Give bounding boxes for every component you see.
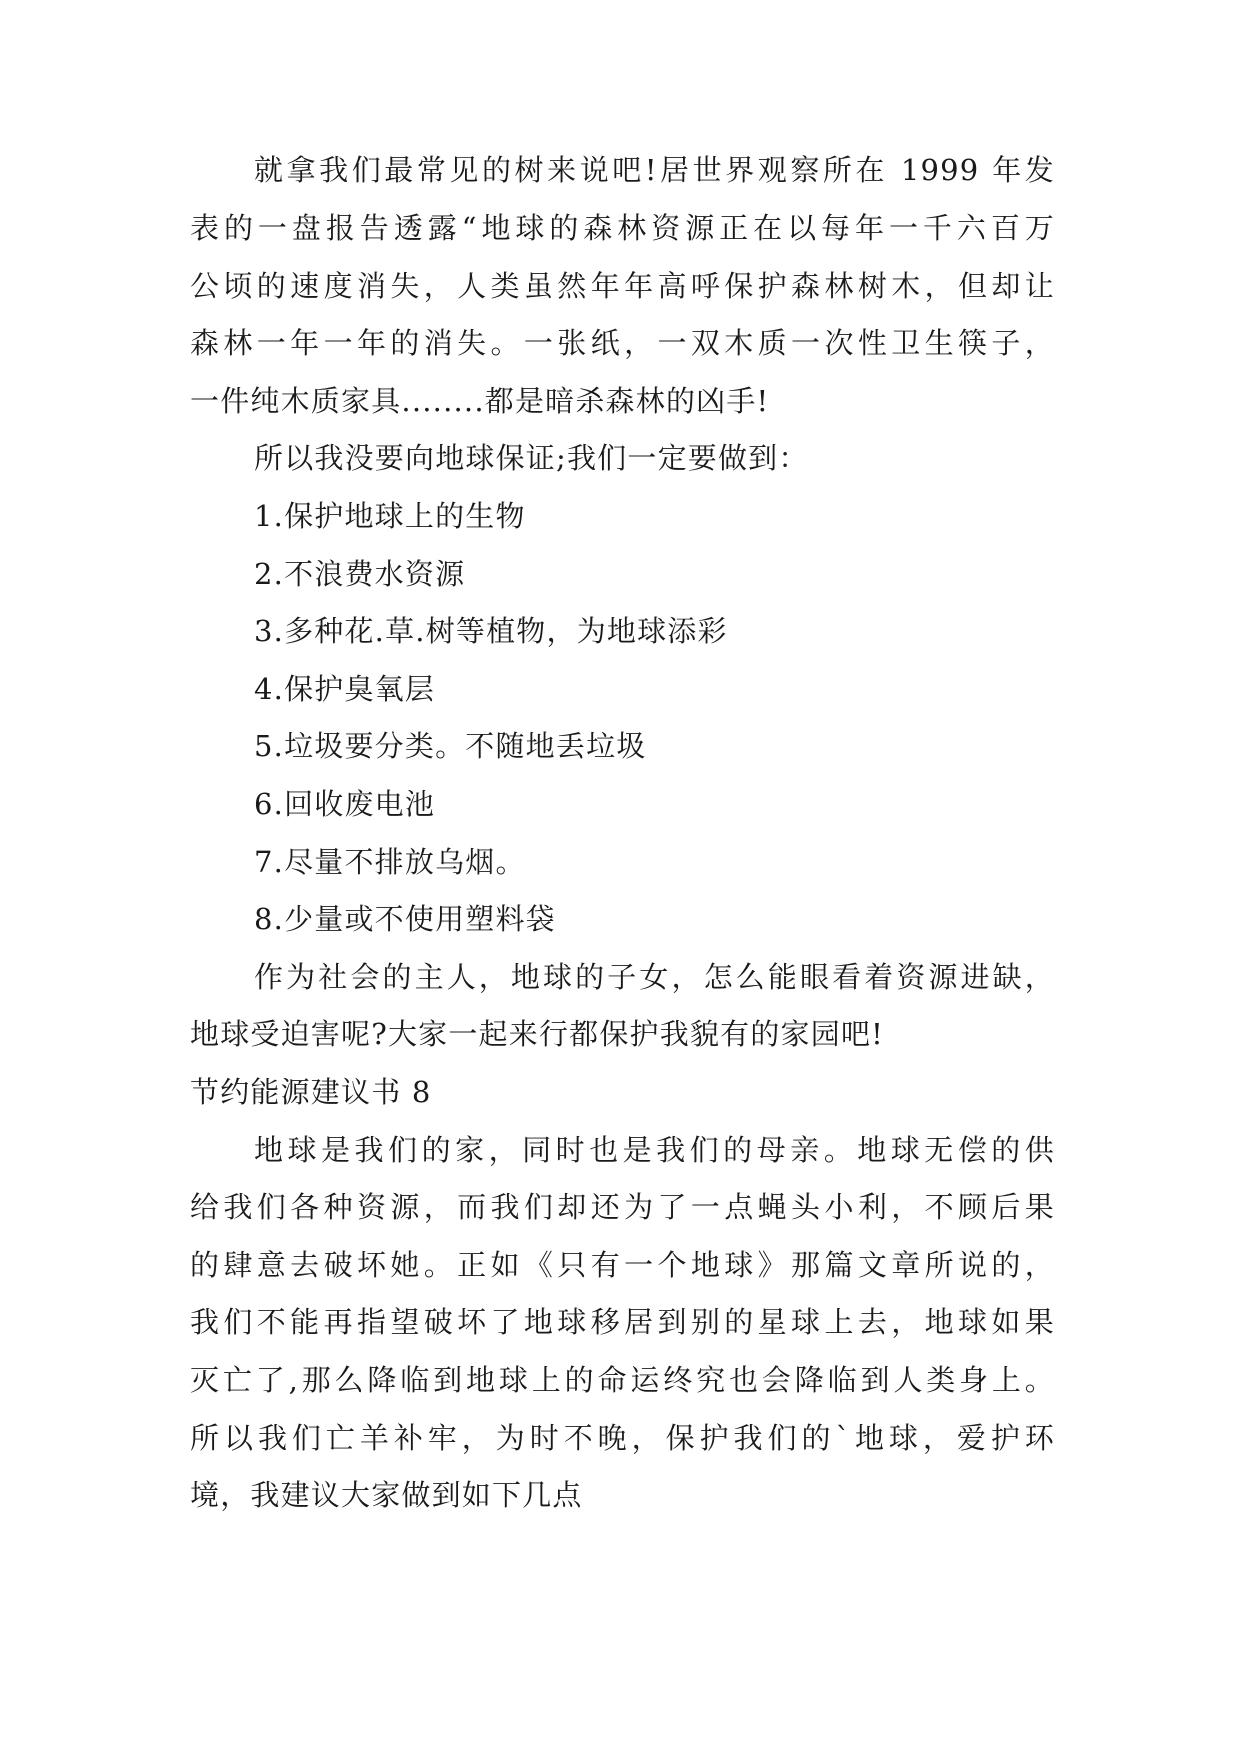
- list-item-6: 6.回收废电池: [254, 787, 436, 821]
- paragraph-3-line-2: 地球受迫害呢?大家一起来行都保护我貌有的家园吧!: [190, 1017, 885, 1051]
- section-title: 节约能源建议书 8: [190, 1075, 432, 1109]
- paragraph-4-line-4: 我们不能再指望破坏了地球移居到别的星球上去，地球如果: [190, 1305, 1055, 1339]
- paragraph-4-line-6: 所以我们亡羊补牢，为时不晚，保护我们的`地球，爱护环: [190, 1421, 1055, 1455]
- list-item-3: 3.多种花.草.树等植物，为地球添彩: [254, 614, 728, 648]
- paragraph-1-line-4: 森林一年一年的消失。一张纸，一双木质一次性卫生筷子，: [190, 326, 1055, 360]
- paragraph-4-line-2: 给我们各种资源，而我们却还为了一点蝇头小利，不顾后果: [190, 1190, 1055, 1224]
- paragraph-1-line-1: 就拿我们最常见的树来说吧!居世界观察所在 1999 年发: [254, 153, 1055, 187]
- paragraph-1-line-5: 一件纯木质家具........都是暗杀森林的凶手!: [190, 384, 770, 418]
- list-item-5: 5.垃圾要分类。不随地丢垃圾: [254, 729, 647, 763]
- paragraph-1-line-2: 表的一盘报告透露“地球的森林资源正在以每年一千六百万: [190, 211, 1055, 245]
- paragraph-2: 所以我没要向地球保证;我们一定要做到：: [254, 441, 809, 475]
- paragraph-1-line-3: 公顷的速度消失，人类虽然年年高呼保护森林树木，但却让: [190, 269, 1055, 303]
- list-item-2: 2.不浪费水资源: [254, 557, 466, 591]
- paragraph-4-line-7: 境，我建议大家做到如下几点: [190, 1478, 583, 1512]
- list-item-4: 4.保护臭氧层: [254, 672, 436, 706]
- list-item-8: 8.少量或不使用塑料袋: [254, 902, 556, 936]
- paragraph-3-line-1: 作为社会的主人，地球的子女，怎么能眼看着资源进缺，: [254, 960, 1055, 994]
- paragraph-4-line-1: 地球是我们的家，同时也是我们的母亲。地球无偿的供: [254, 1133, 1055, 1167]
- list-item-1: 1.保护地球上的生物: [254, 499, 526, 533]
- list-item-7: 7.尽量不排放乌烟。: [254, 845, 526, 879]
- paragraph-4-line-5: 灭亡了,那么降临到地球上的命运终究也会降临到人类身上。: [190, 1363, 1055, 1397]
- paragraph-4-line-3: 的肆意去破坏她。正如《只有一个地球》那篇文章所说的，: [190, 1248, 1055, 1282]
